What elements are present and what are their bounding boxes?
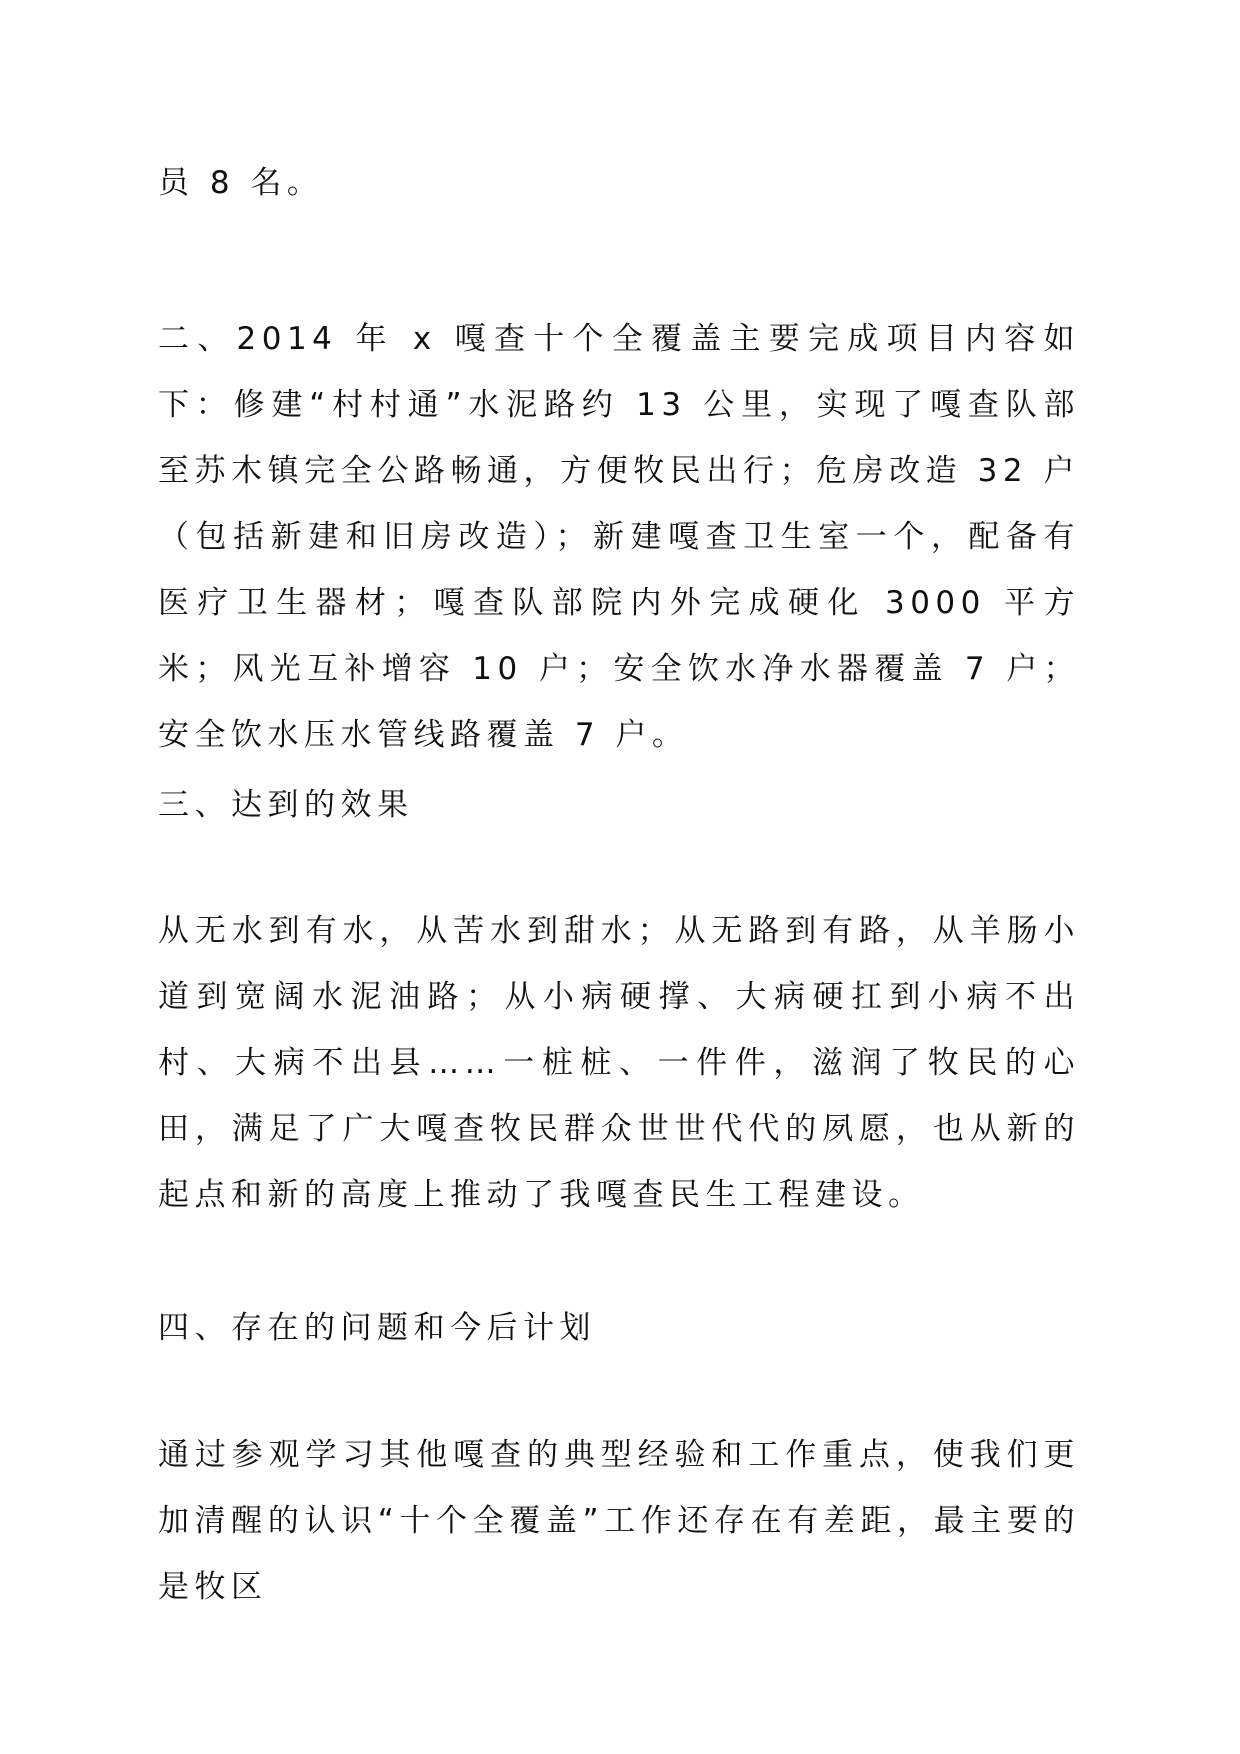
paragraph-problems: 通过参观学习其他嘎查的典型经验和工作重点，使我们更加清醒的认识“十个全覆盖”工作还存在有差距，最主要的是牧区 — [158, 1437, 1080, 1605]
section-heading-three: 三、达到的效果 — [158, 787, 414, 823]
paragraph-section-two: 二、2014 年 x 嘎查十个全覆盖主要完成项目内容如下：修建“村村通”水泥路约 13 公里，实现了嘎查队部至苏木镇完全公路畅通，方便牧民出行；危房改造 32 户（包括新建和旧房改造）；新建嘎查卫生室一个，配备有医疗卫生器材；嘎查队部院内外完成硬化 3000 平方米；风光互补增容 10 户；安全饮水净水器覆盖 7 户；安全饮水压水管线路覆盖 7 户。 — [158, 321, 1080, 753]
paragraph-effects: 从无水到有水，从苦水到甜水；从无路到有路，从羊肠小道到宽阔水泥油路；从小病硬撑、大病硬扛到小病不出村、大病不出县……一桩桩、一件件，滋润了牧民的心田，满足了广大嘎查牧民群众世世代代的夙愿，也从新的起点和新的高度上推动了我嘎查民生工程建设。 — [158, 913, 1080, 1213]
paragraph-staff-count: 员 8 名。 — [158, 165, 324, 201]
section-heading-four: 四、存在的问题和今后计划 — [158, 1310, 596, 1346]
